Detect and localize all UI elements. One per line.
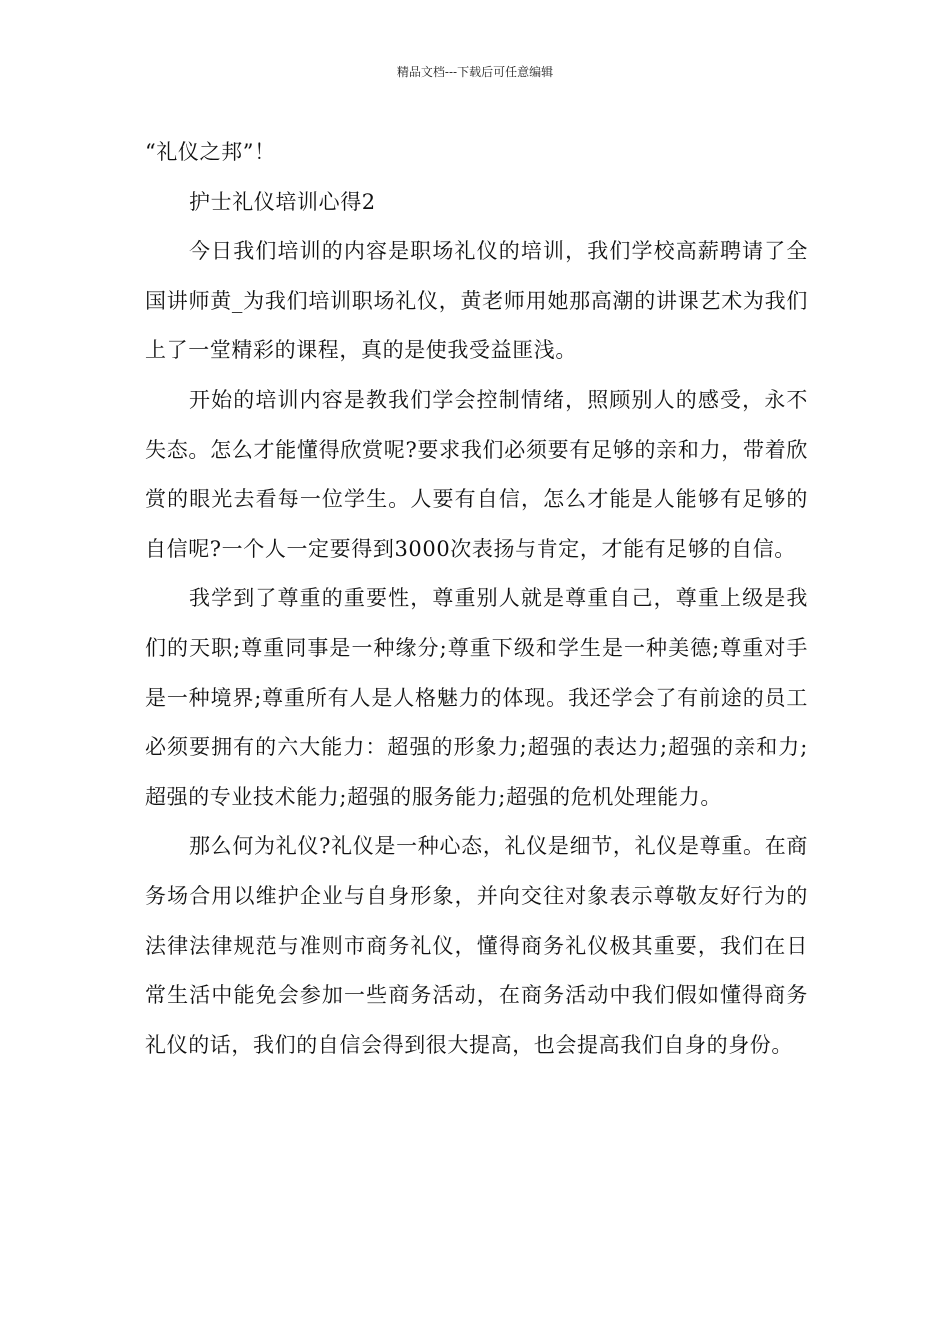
paragraph-continuation: “礼仪之邦”！ — [145, 140, 276, 164]
page-header: 精品文档---下载后可任意编辑 — [396, 65, 554, 79]
paragraph: 今日我们培训的内容是职场礼仪的培训，我们学校高薪聘请了全国讲师黄_为我们培训职场礼仪，黄老师用她那高潮的讲课艺术为我们上了一堂精彩的课程，真的是使我受益匪浅。 — [145, 239, 808, 363]
paragraph: 开始的培训内容是教我们学会控制情绪，照顾别人的感受，永不失态。怎么才能懂得欣赏呢?要求我们必须要有足够的亲和力，带着欣赏的眼光去看每一位学生。人要有自信，怎么才能是人能够有足够的自信呢?一个人一定要得到3000次表扬与肯定，才能有足够的自信。 — [145, 387, 808, 561]
document-body — [145, 128, 808, 1070]
section-title: 护士礼仪培训心得2 — [189, 189, 376, 214]
paragraph: 那么何为礼仪?礼仪是一种心态，礼仪是细节，礼仪是尊重。在商务场合用以维护企业与自身形象，并向交往对象表示尊敬友好行为的法律法律规范与准则市商务礼仪，懂得商务礼仪极其重要，我们在日常生活中能免会参加一些商务活动，在商务活动中我们假如懂得商务礼仪的话，我们的自信会得到很大提高，也会提高我们自身的身份。 — [145, 834, 808, 1057]
paragraph: 我学到了尊重的重要性，尊重别人就是尊重自己，尊重上级是我们的天职;尊重同事是一种缘分;尊重下级和学生是一种美德;尊重对手是一种境界;尊重所有人是人格魅力的体现。我还学会了有前途的员工必须要拥有的六大能力：超强的形象力;超强的表达力;超强的亲和力;超强的专业技术能力;超强的服务能力;超强的危机处理能力。 — [145, 586, 808, 809]
